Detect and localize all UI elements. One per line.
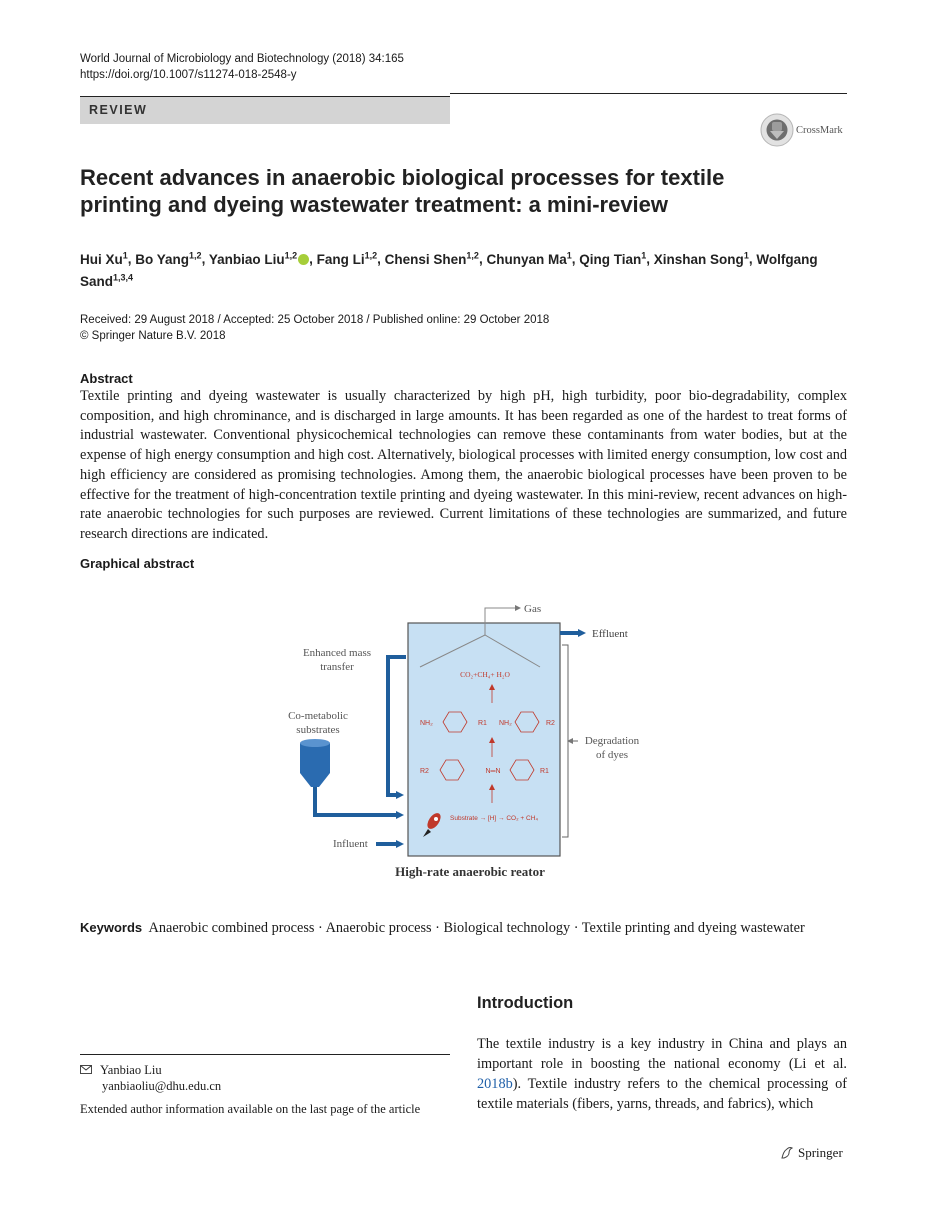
crossmark-icon <box>760 113 794 147</box>
citation-link[interactable]: 2018b <box>477 1076 513 1092</box>
author[interactable]: Chensi Shen$^{1,2}$ <box>384 250 479 267</box>
orcid-icon[interactable] <box>298 254 309 265</box>
author-list: Hui Xu$^1$, Bo Yang$^{1,2}$, Yanbiao Liu$^{1,2}$ , Fang Li$^{1,2}$, Chensi Shen$^{1,2}$, Chunyan Ma$^1$, Qing Tian$^1$, Xinshan Song$^1$, Wolfgang Sand$^{1,3,4}$ <box>80 250 818 289</box>
article-title: Recent advances in anaerobic biological processes for textile printing and dyeing wastewater treatment: a mini-review <box>80 165 725 217</box>
introduction-text: The textile industry is a key industry in China and plays an important role in boosting the national economy (Li et al. 2018b). Textile industry refers to the chemical processing of textile materials (fibers, yarns, threads, and fabrics), which <box>477 1036 847 1112</box>
r1-label: R1 <box>540 768 549 775</box>
author[interactable]: Fang Li$^{1,2}$ <box>316 250 378 267</box>
springer-horse-icon <box>780 1146 794 1160</box>
degradation-bracket <box>562 645 568 837</box>
abstract-heading: Abstract <box>80 371 133 386</box>
correspondence-name: Yanbiao Liu <box>100 1063 162 1077</box>
cometabolic-label-2: substrates <box>296 724 340 736</box>
section-bar <box>80 96 450 124</box>
author[interactable]: Bo Yang$^{1,2}$ <box>135 250 202 267</box>
substrate-tank <box>300 739 330 787</box>
journal-citation: World Journal of Microbiology and Biotechnology (2018) 34:165 <box>80 53 404 65</box>
publication-dates <box>80 312 549 344</box>
keywords <box>80 918 847 938</box>
correspondence <box>80 1062 221 1094</box>
r2-label: R2 <box>546 720 555 727</box>
crossmark-badge[interactable] <box>760 113 843 147</box>
degradation-label-1: Degradation <box>584 735 640 747</box>
r2-label: R2 <box>420 768 429 775</box>
products-label: CO₂+CH₄+ H₂O <box>460 670 510 679</box>
section-label: REVIEW <box>89 103 148 117</box>
recirculation-pipe <box>388 657 406 795</box>
abstract-text: Textile printing and dyeing wastewater is usually characterized by high pH, high turbidity, poor bio-degradability, complex composition, and high chrominance, and is discharged in large amounts. It has been regarded as one of the hardest to treat forms of industrial wastewater. Conventional physicochemical technologies can remove these contaminants from water bodies, but at the expense of high energy consumption and high cost. Alternatively, biological processes with limited energy consumption, low cost and high efficiency are considered as promising technologies. Among them, the anaerobic biological processes have been proven to be effective for the treatment of high-concentration textile printing and dyeing wastewater. In this mini-review, recent advances on high-rate anaerobic technologies for such purposes are reviewed. Current limitations of these technologies are summarized, and future research directions are indicated. <box>80 388 847 542</box>
envelope-icon <box>80 1065 92 1074</box>
nh2-left: NH₂ <box>420 720 433 727</box>
author[interactable]: Chunyan Ma$^1$ <box>486 250 572 267</box>
publisher-logo <box>780 1145 843 1161</box>
header-rule <box>450 93 847 94</box>
r1-label: R1 <box>478 720 487 727</box>
graphical-abstract-heading: Graphical abstract <box>80 556 195 571</box>
keywords-label: Keywords <box>80 920 143 935</box>
author[interactable]: Xinshan Song$^1$ <box>653 250 749 267</box>
enhanced-label-2: transfer <box>320 661 354 673</box>
doi-link[interactable]: https://doi.org/10.1007/s11274-018-2548-y <box>80 69 297 81</box>
enhanced-label-1: Enhanced mass <box>302 647 372 659</box>
azo-bond: N═N <box>485 768 501 775</box>
author[interactable]: Wolfgang Sand$^{1,3,4}$ <box>80 251 818 289</box>
introduction-heading: Introduction <box>477 994 574 1012</box>
author[interactable]: Hui Xu$^1$ <box>80 250 128 267</box>
author-info-note: Extended author information available on the last page of the article <box>80 1102 421 1116</box>
substrate-chain: Substrate → [H] → CO₂ + CH₄ <box>450 815 539 822</box>
author[interactable]: Yanbiao Liu$^{1,2}$ <box>209 252 309 267</box>
publisher-name: Springer <box>798 1145 843 1160</box>
crossmark-label: CrossMark <box>796 124 843 136</box>
effluent-label: Effluent <box>592 628 628 640</box>
cometabolic-label-1: Co-metabolic <box>288 710 348 722</box>
figure-caption: High-rate anaerobic reator <box>395 864 545 879</box>
nh2-right: NH₂ <box>499 720 512 727</box>
history-dates: Received: 29 August 2018 / Accepted: 25 October 2018 / Published online: 29 October 2018 <box>80 314 550 326</box>
influent-label: Influent <box>333 838 368 850</box>
gas-label: Gas <box>524 603 542 615</box>
graphical-abstract-figure <box>270 595 670 885</box>
degradation-label-2: of dyes <box>595 749 629 761</box>
copyright: © Springer Nature B.V. 2018 <box>80 330 226 342</box>
author[interactable]: Qing Tian$^1$ <box>579 250 647 267</box>
footnote-rule <box>80 1054 450 1055</box>
keywords-text: Anaerobic combined process · Anaerobic process · Biological technology · Textile printing and dyeing wastewater <box>148 920 805 936</box>
correspondence-email[interactable]: yanbiaoliu@dhu.edu.cn <box>102 1079 222 1093</box>
